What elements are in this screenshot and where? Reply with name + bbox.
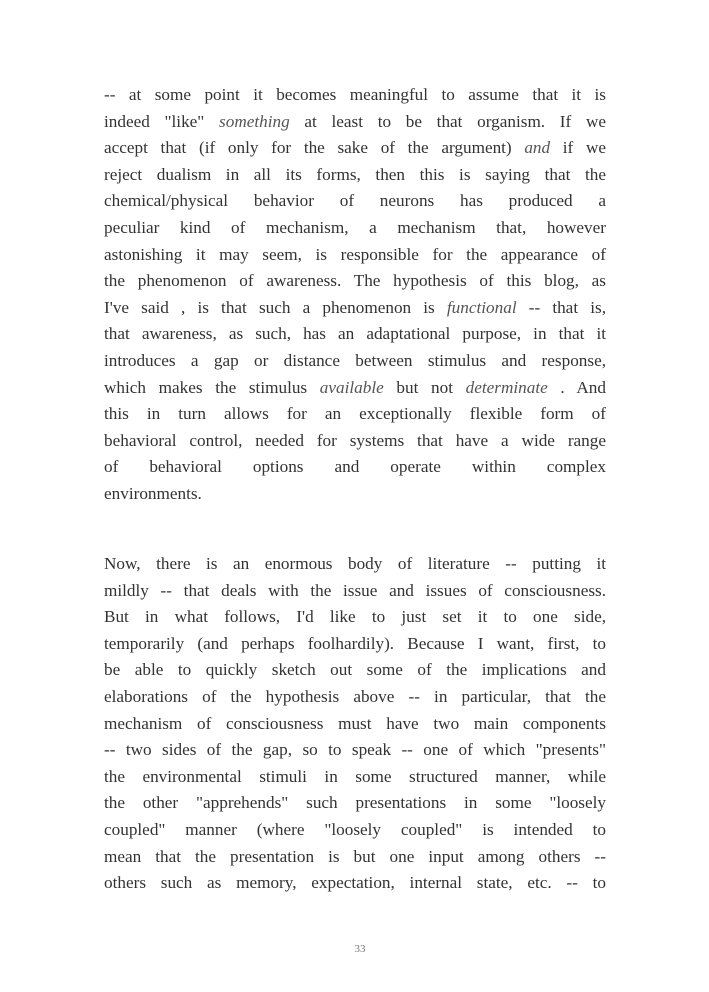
text-segment: the phenomenon of awareness. The hypothesis of this blog, as <box>104 271 606 291</box>
text-segment: mean that the presentation is but one input among others -- <box>104 846 606 866</box>
text-segment: -- that is, <box>516 297 606 317</box>
text-segment: others such as memory, expectation, internal state, etc. -- to <box>104 873 606 893</box>
text-segment: the environmental stimuli in some structured manner, while <box>104 766 606 786</box>
text-segment: this in turn allows for an exceptionally flexible form of <box>104 404 606 424</box>
text-line <box>104 711 606 738</box>
text-line <box>104 348 606 375</box>
text-line <box>104 844 606 871</box>
text-segment: mechanism of consciousness must have two main components <box>104 713 606 733</box>
text-line <box>104 684 606 711</box>
text-segment: accept that (if only for the sake of the argument) <box>104 138 525 158</box>
text-segment: behavioral control, needed for systems that have a wide range <box>104 430 606 450</box>
text-segment: peculiar kind of mechanism, a mechanism that, however <box>104 217 606 237</box>
text-segment: at least to be that organism. If we <box>289 111 606 131</box>
paragraph-1 <box>104 82 606 508</box>
text-segment: But in what follows, I'd like to just set it to one side, <box>104 607 606 627</box>
text-segment: that awareness, as such, has an adaptational purpose, in that it <box>104 324 606 344</box>
paragraph-2 <box>104 551 606 897</box>
text-segment: of behavioral options and operate within complex <box>104 457 606 477</box>
text-segment: temporarily (and perhaps foolhardily). Because I want, first, to <box>104 633 606 653</box>
text-segment: reject dualism in all its forms, then this is saying that the <box>104 164 606 184</box>
text-line <box>104 604 606 631</box>
text-line <box>104 242 606 269</box>
text-line <box>104 215 606 242</box>
text-segment: introduces a gap or distance between stimulus and response, <box>104 350 606 370</box>
text-line <box>104 109 606 136</box>
text-line <box>104 790 606 817</box>
text-line <box>104 481 606 508</box>
text-line <box>104 162 606 189</box>
text-segment: environments. <box>104 483 202 503</box>
text-line <box>104 631 606 658</box>
text-line <box>104 321 606 348</box>
text-line <box>104 578 606 605</box>
text-segment: I've said , is that such a phenomenon is <box>104 297 447 317</box>
text-segment: coupled" manner (where "loosely coupled" is intended to <box>104 819 606 839</box>
page-number: 33 <box>354 943 366 955</box>
text-segment: Now, there is an enormous body of literature -- putting it <box>104 554 606 573</box>
text-segment: -- two sides of the gap, so to speak -- one of which "presents" <box>104 740 606 760</box>
italic-text: functional <box>446 297 517 317</box>
text-line <box>104 764 606 791</box>
text-segment: which makes the stimulus <box>104 377 320 397</box>
italic-text: available <box>319 377 384 397</box>
text-segment: mildly -- that deals with the issue and issues of consciousness. <box>104 580 606 600</box>
text-line <box>104 82 606 109</box>
text-line <box>104 295 606 322</box>
text-segment: . And <box>547 377 606 397</box>
text-line <box>104 870 606 897</box>
text-line <box>104 817 606 844</box>
text-line <box>104 428 606 455</box>
text-line <box>104 375 606 402</box>
text-segment: indeed "like" <box>104 111 220 131</box>
italic-text: and <box>524 138 551 158</box>
text-line <box>104 188 606 215</box>
text-segment: -- at some point it becomes meaningful to assume that it is <box>104 85 606 104</box>
text-segment: the other "apprehends" such presentations in some "loosely <box>104 793 606 813</box>
text-line <box>104 657 606 684</box>
text-line <box>104 268 606 295</box>
text-line <box>104 454 606 481</box>
text-segment: elaborations of the hypothesis above -- in particular, that the <box>104 686 606 706</box>
italic-text: something <box>219 111 290 131</box>
text-segment: astonishing it may seem, is responsible for the appearance of <box>104 244 606 264</box>
text-segment: chemical/physical behavior of neurons has produced a <box>104 191 606 211</box>
text-line <box>104 135 606 162</box>
text-line <box>104 737 606 764</box>
text-segment: be able to quickly sketch out some of the implications and <box>104 660 606 680</box>
text-segment: if we <box>550 138 606 158</box>
text-line <box>104 551 606 578</box>
italic-text: determinate <box>465 377 548 397</box>
text-line <box>104 401 606 428</box>
text-segment: but not <box>383 377 466 397</box>
